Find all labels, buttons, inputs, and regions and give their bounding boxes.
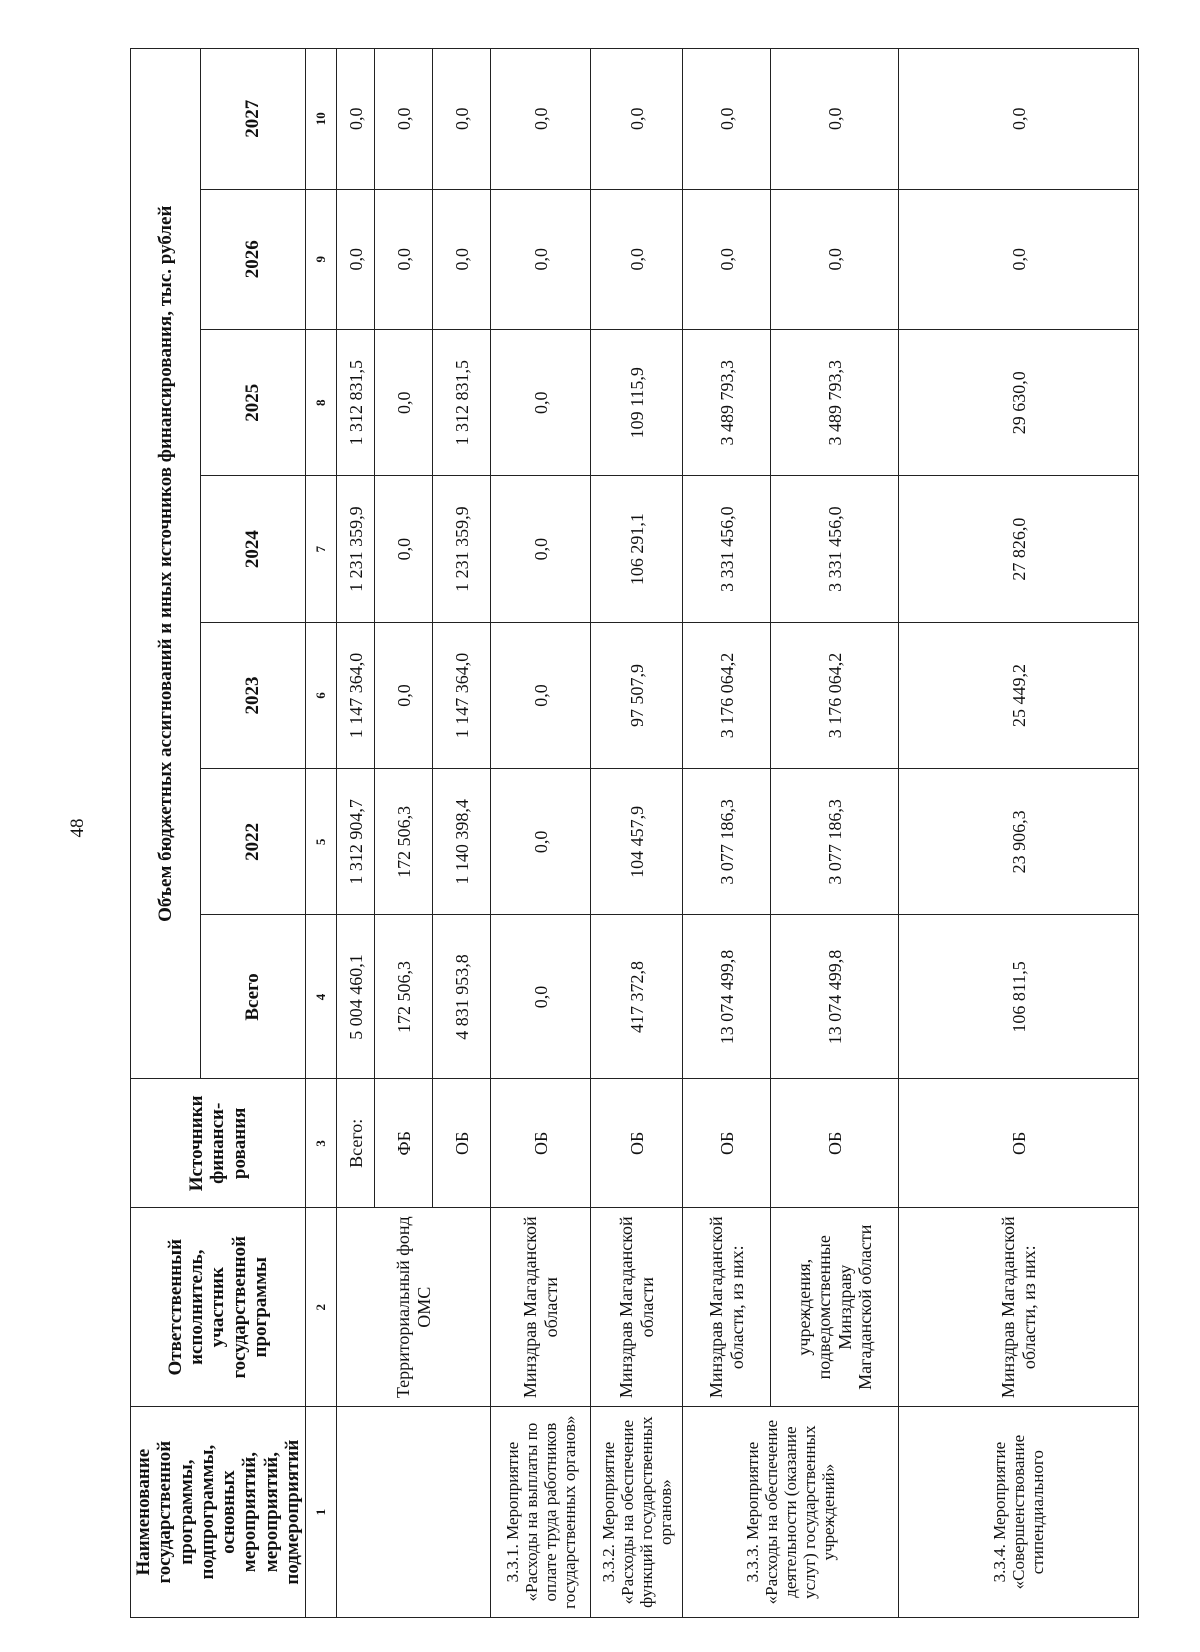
row-name: 3.3.1. Мероприятие «Расходы на выплаты по оплате труда работников государственных органов» bbox=[491, 1407, 591, 1618]
table-row bbox=[771, 49, 899, 1618]
column-number: 8 bbox=[306, 330, 337, 476]
row-source: ОБ bbox=[899, 1079, 1139, 1208]
value-cell: 0,0 bbox=[491, 476, 591, 622]
value-cell: 3 077 186,3 bbox=[683, 769, 771, 915]
column-number: 10 bbox=[306, 49, 337, 190]
value-cell: 3 176 064,2 bbox=[771, 622, 899, 768]
page-number: 48 bbox=[67, 818, 88, 838]
row-name: 3.3.3. Мероприятие «Расходы на обеспечение деятельности (оказание услуг) государственных учреждений» bbox=[683, 1407, 899, 1618]
row-source: ОБ bbox=[771, 1079, 899, 1208]
header-funding-group: Объем бюджетных ассигнований и иных источников финансирования, тыс. рублей bbox=[131, 49, 201, 1079]
value-cell: 5 004 460,1 bbox=[337, 915, 375, 1079]
value-cell: 0,0 bbox=[771, 189, 899, 330]
value-cell: 3 176 064,2 bbox=[683, 622, 771, 768]
value-cell: 417 372,8 bbox=[591, 915, 683, 1079]
value-cell: 172 506,3 bbox=[375, 915, 433, 1079]
value-cell: 0,0 bbox=[375, 622, 433, 768]
row-source: ОБ bbox=[433, 1079, 491, 1208]
value-cell: 3 489 793,3 bbox=[683, 330, 771, 476]
table-row bbox=[899, 49, 1139, 1618]
header-year: 2024 bbox=[200, 476, 306, 622]
value-cell: 1 312 831,5 bbox=[337, 330, 375, 476]
column-numbers-row bbox=[306, 49, 337, 1618]
row-executor: Минздрав Магаданской области bbox=[491, 1208, 591, 1407]
value-cell: 0,0 bbox=[491, 622, 591, 768]
value-cell: 3 331 456,0 bbox=[771, 476, 899, 622]
column-number: 9 bbox=[306, 189, 337, 330]
value-cell: 0,0 bbox=[375, 49, 433, 190]
header-year: 2022 bbox=[200, 769, 306, 915]
funding-table bbox=[130, 48, 1139, 1618]
value-cell: 1 312 831,5 bbox=[433, 330, 491, 476]
header-year: 2026 bbox=[200, 189, 306, 330]
value-cell: 13 074 499,8 bbox=[683, 915, 771, 1079]
value-cell: 0,0 bbox=[491, 915, 591, 1079]
value-cell: 0,0 bbox=[337, 189, 375, 330]
value-cell: 106 811,5 bbox=[899, 915, 1139, 1079]
value-cell: 0,0 bbox=[491, 769, 591, 915]
row-executor: Минздрав Магаданской области bbox=[591, 1208, 683, 1407]
header-year: 2023 bbox=[200, 622, 306, 768]
value-cell: 1 231 359,9 bbox=[433, 476, 491, 622]
row-source: ОБ bbox=[591, 1079, 683, 1208]
value-cell: 0,0 bbox=[433, 189, 491, 330]
value-cell: 0,0 bbox=[375, 476, 433, 622]
value-cell: 0,0 bbox=[683, 189, 771, 330]
row-executor: Минздрав Магаданской области, из них: bbox=[683, 1208, 771, 1407]
table-row bbox=[491, 49, 591, 1618]
header-year: Всего bbox=[200, 915, 306, 1079]
value-cell: 0,0 bbox=[591, 189, 683, 330]
value-cell: 1 147 364,0 bbox=[337, 622, 375, 768]
row-source: ОБ bbox=[491, 1079, 591, 1208]
value-cell: 0,0 bbox=[899, 189, 1139, 330]
value-cell: 0,0 bbox=[491, 330, 591, 476]
column-number: 7 bbox=[306, 476, 337, 622]
value-cell: 1 312 904,7 bbox=[337, 769, 375, 915]
table-row bbox=[337, 49, 375, 1618]
value-cell: 97 507,9 bbox=[591, 622, 683, 768]
column-number: 3 bbox=[306, 1079, 337, 1208]
header-source: Источники финанси-рования bbox=[131, 1079, 306, 1208]
column-number: 4 bbox=[306, 915, 337, 1079]
value-cell: 29 630,0 bbox=[899, 330, 1139, 476]
value-cell: 109 115,9 bbox=[591, 330, 683, 476]
value-cell: 0,0 bbox=[899, 49, 1139, 190]
table-row bbox=[591, 49, 683, 1618]
value-cell: 0,0 bbox=[375, 189, 433, 330]
value-cell: 0,0 bbox=[491, 189, 591, 330]
row-executor: Минздрав Магаданской области, из них: bbox=[899, 1208, 1139, 1407]
value-cell: 27 826,0 bbox=[899, 476, 1139, 622]
value-cell: 0,0 bbox=[337, 49, 375, 190]
row-name: 3.3.4. Мероприятие «Совершенствование стипендиального bbox=[899, 1407, 1139, 1618]
row-source: ФБ bbox=[375, 1079, 433, 1208]
value-cell: 0,0 bbox=[433, 49, 491, 190]
row-name: 3.3.2. Мероприятие «Расходы на обеспечение функций государственных органов» bbox=[591, 1407, 683, 1618]
column-number: 5 bbox=[306, 769, 337, 915]
value-cell: 1 140 398,4 bbox=[433, 769, 491, 915]
header-executor: Ответственный исполнитель, участник государственной программы bbox=[131, 1208, 306, 1407]
value-cell: 172 506,3 bbox=[375, 769, 433, 915]
row-executor: учреждения, подведомственные Минздраву Магаданской области bbox=[771, 1208, 899, 1407]
row-source: Всего: bbox=[337, 1079, 375, 1208]
header-name: Наименование государственной программы, подпрограммы, основных мероприятий, мероприятий, подмероприятий bbox=[131, 1407, 306, 1618]
value-cell: 1 147 364,0 bbox=[433, 622, 491, 768]
column-number: 1 bbox=[306, 1407, 337, 1618]
value-cell: 4 831 953,8 bbox=[433, 915, 491, 1079]
value-cell: 0,0 bbox=[491, 49, 591, 190]
value-cell: 3 331 456,0 bbox=[683, 476, 771, 622]
value-cell: 106 291,1 bbox=[591, 476, 683, 622]
value-cell: 0,0 bbox=[591, 49, 683, 190]
column-number: 2 bbox=[306, 1208, 337, 1407]
header-year: 2025 bbox=[200, 330, 306, 476]
header-year: 2027 bbox=[200, 49, 306, 190]
value-cell: 25 449,2 bbox=[899, 622, 1139, 768]
table-row bbox=[683, 49, 771, 1618]
row-executor: Территориальный фонд ОМС bbox=[337, 1208, 491, 1407]
value-cell: 23 906,3 bbox=[899, 769, 1139, 915]
value-cell: 0,0 bbox=[683, 49, 771, 190]
rotated-page bbox=[130, 48, 1130, 1618]
value-cell: 1 231 359,9 bbox=[337, 476, 375, 622]
column-number: 6 bbox=[306, 622, 337, 768]
row-source: ОБ bbox=[683, 1079, 771, 1208]
value-cell: 13 074 499,8 bbox=[771, 915, 899, 1079]
value-cell: 0,0 bbox=[771, 49, 899, 190]
row-name bbox=[337, 1407, 491, 1618]
value-cell: 3 489 793,3 bbox=[771, 330, 899, 476]
value-cell: 3 077 186,3 bbox=[771, 769, 899, 915]
value-cell: 0,0 bbox=[375, 330, 433, 476]
value-cell: 104 457,9 bbox=[591, 769, 683, 915]
